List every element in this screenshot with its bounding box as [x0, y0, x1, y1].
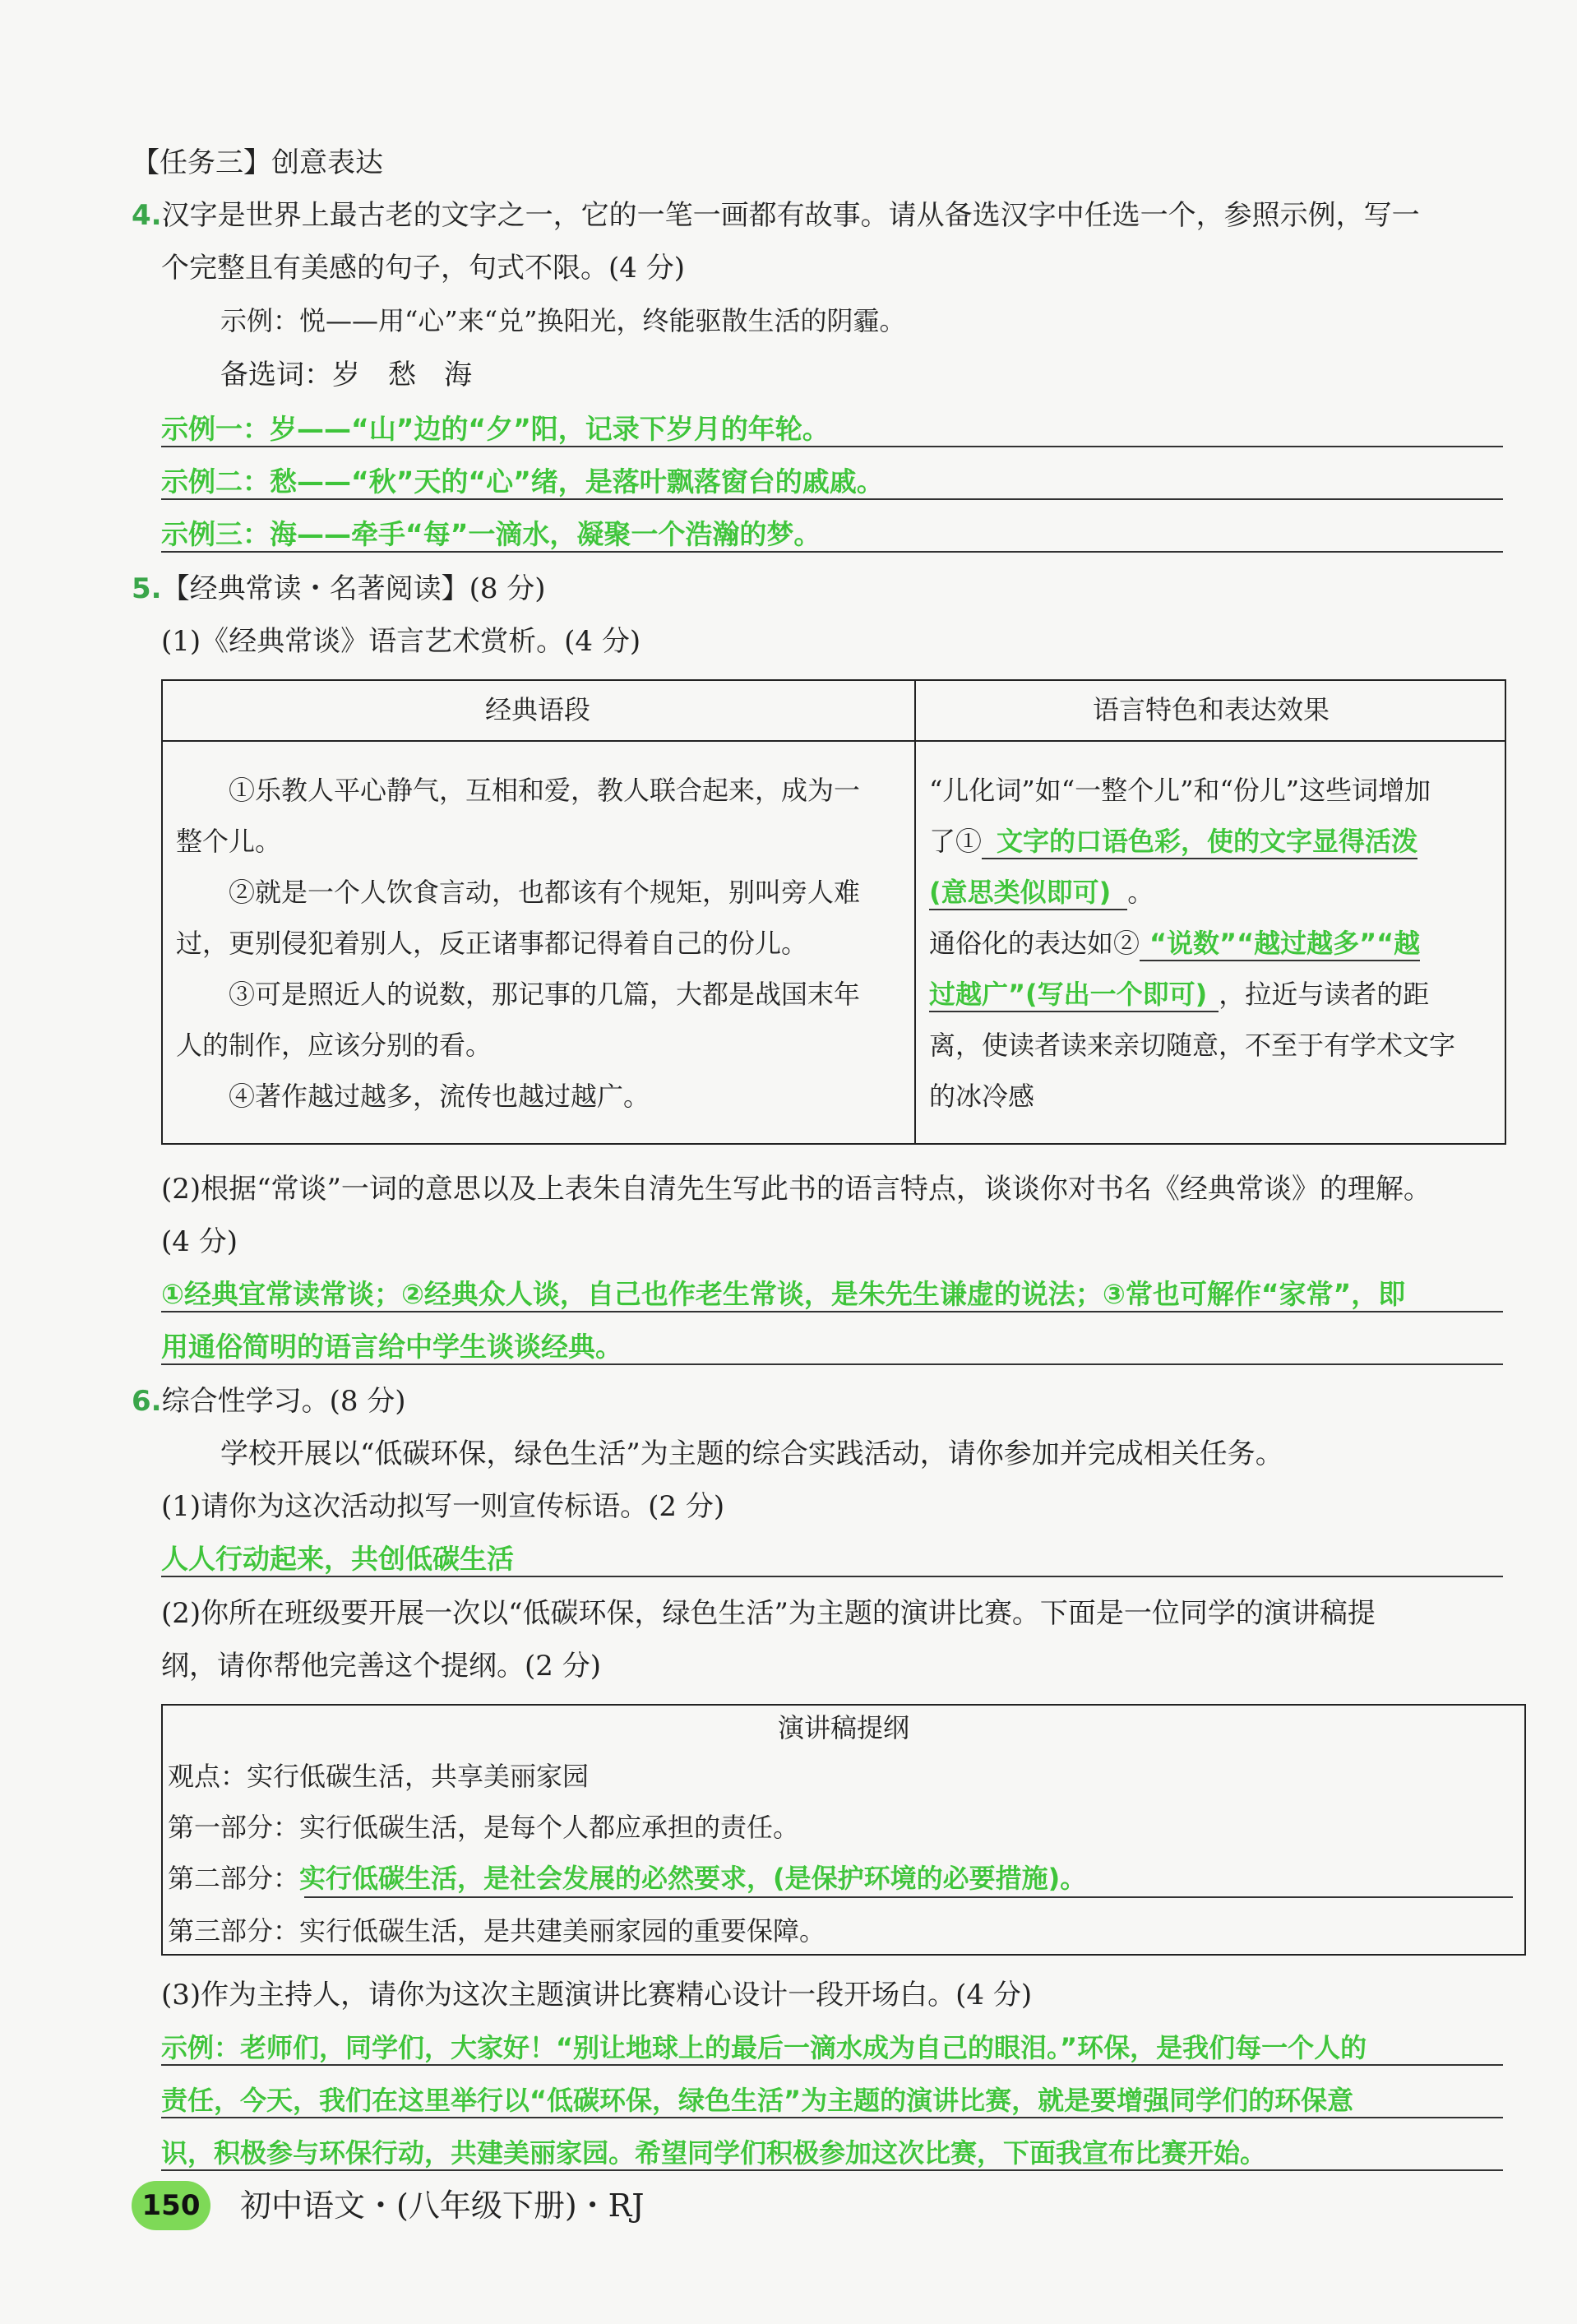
q6-sub1-answer: 人人行动起来，共创低碳生活: [161, 1543, 514, 1575]
q4-answer-3: 示例三：海——牵手“每”一滴水，凝聚一个浩瀚的梦。: [161, 518, 821, 550]
q6-sub1: (1)请你为这次活动拟写一则宣传标语。(2 分): [161, 1490, 725, 1523]
book-title: 初中语文・(八年级下册)・RJ: [240, 2187, 645, 2224]
blank-1-answer-cont: (意思类似即可): [929, 876, 1127, 910]
q6-title: 6.综合性学习。(8 分): [132, 1385, 406, 1418]
table-header-left: 经典语段: [484, 694, 590, 725]
q6-sub3-answer-2: 责任，今天，我们在这里举行以“低碳环保，绿色生活”为主题的演讲比赛，就是要增强同学们的环保意: [161, 2085, 1354, 2116]
q5-number: 5.: [132, 572, 162, 605]
q5-sub1: (1)《经典常谈》语言艺术赏析。(4 分): [161, 625, 641, 658]
q6-number: 6.: [132, 1385, 162, 1418]
q5-sub2-answer-1: ①经典宜常读常谈；②经典众人谈，自己也作老生常谈，是朱先生谦虚的说法；③常也可解作“家常”，即: [161, 1278, 1406, 1310]
effect-line: (意思类似即可) 。: [929, 867, 1154, 918]
q5-sub2-line1: (2)根据“常谈”一词的意思以及上表朱自清先生写此书的语言特点，谈谈你对书名《经典常谈》的理解。: [161, 1173, 1431, 1206]
passage-line: 整个儿。: [176, 826, 282, 857]
outline-viewpoint: 观点：实行低碳生活，共享美丽家园: [168, 1761, 590, 1792]
outline-title: 演讲稿提纲: [777, 1712, 909, 1743]
q4-answer-1: 示例一：岁——“山”边的“夕”阳，记录下岁月的年轮。: [161, 413, 830, 445]
passage-line: 过，更别侵犯着别人，反正诸事都记得着自己的份儿。: [176, 928, 808, 959]
answer-underline: [161, 2169, 1503, 2171]
outline-part1: 第一部分：实行低碳生活，是每个人都应承担的责任。: [168, 1812, 800, 1843]
blank-1-answer: 文字的口语色彩，使的文字显得活泼: [982, 825, 1417, 859]
blank-2-answer-cont: 过越广”(写出一个即可): [929, 978, 1219, 1012]
page-number-badge: 150: [132, 2181, 210, 2230]
effect-line: 通俗化的表达如② “说数”“越过越多”“越: [929, 918, 1420, 969]
passage-line: ④著作越过越多，流传也越过越广。: [176, 1081, 650, 1112]
outline-part3: 第三部分：实行低碳生活，是共建美丽家园的重要保障。: [168, 1915, 826, 1947]
table-column-divider: [914, 679, 916, 1145]
answer-underline: [161, 1576, 1503, 1577]
q4-line2: 个完整且有美感的句子，句式不限。(4 分): [161, 252, 685, 285]
q4-example: 示例：悦——用“心”来“兑”换阳光，终能驱散生活的阴霾。: [220, 305, 906, 336]
passage-line: ①乐教人平心静气，互相和爱，教人联合起来，成为一: [176, 775, 861, 806]
blank-2-answer: “说数”“越过越多”“越: [1140, 927, 1420, 961]
q6-sub3-answer-3: 识，积极参与环保行动，共建美丽家园。希望同学们积极参加这次比赛，下面我宣布比赛开始。: [161, 2137, 1267, 2169]
q5-sub2-line2: (4 分): [161, 1225, 238, 1258]
q5-sub2-answer-2: 用通俗简明的语言给中学生谈谈经典。: [161, 1331, 622, 1363]
q4-line1: 4.汉字是世界上最古老的文字之一，它的一笔一画都有故事。请从备选汉字中任选一个，参照示例，写一: [132, 199, 1420, 232]
effect-line: “儿化词”如“一整个儿”和“份儿”这些词增加: [929, 775, 1431, 806]
answer-underline: [304, 1896, 1513, 1898]
q4-number: 4.: [132, 199, 162, 232]
q6-sub3-answer-1: 示例：老师们，同学们，大家好！“别让地球上的最后一滴水成为自己的眼泪。”环保，是我们每一个人的: [161, 2032, 1367, 2063]
passage-line: 人的制作，应该分别的看。: [176, 1030, 493, 1061]
q6-sub3: (3)作为主持人，请你为这次主题演讲比赛精心设计一段开场白。(4 分): [161, 1979, 1033, 2012]
answer-underline: [161, 1363, 1503, 1365]
answer-underline: [161, 551, 1503, 553]
table-header-divider: [161, 740, 1506, 742]
effect-line: 了① 文字的口语色彩，使的文字显得活泼: [929, 816, 1417, 867]
table-header-right: 语言特色和表达效果: [1092, 694, 1330, 725]
answer-underline: [161, 446, 1503, 447]
q6-intro: 学校开展以“低碳环保，绿色生活”为主题的综合实践活动，请你参加并完成相关任务。: [220, 1437, 1283, 1470]
passage-line: ③可是照近人的说数，那记事的几篇，大都是战国末年: [176, 979, 861, 1010]
effect-line: 的冰冷感: [929, 1081, 1035, 1112]
q6-sub2-line1: (2)你所在班级要开展一次以“低碳环保，绿色生活”为主题的演讲比赛。下面是一位同学的演讲稿提: [161, 1597, 1376, 1630]
outline-part2-answer: 实行低碳生活，是社会发展的必然要求，(是保护环境的必要措施)。: [299, 1863, 1087, 1894]
effect-line: 离，使读者读来亲切随意，不至于有学术文字: [929, 1030, 1456, 1061]
q6-sub2-line2: 纲，请你帮他完善这个提纲。(2 分): [161, 1650, 601, 1683]
q4-choices: 备选词：岁 愁 海: [220, 359, 472, 391]
task-heading: 【任务三】创意表达: [132, 146, 383, 179]
q5-title: 5.【经典常读・名著阅读】(8 分): [132, 572, 546, 605]
answer-underline: [161, 2064, 1503, 2066]
effect-line: 过越广”(写出一个即可) ，拉近与读者的距: [929, 969, 1429, 1020]
outline-part2: 第二部分：实行低碳生活，是社会发展的必然要求，(是保护环境的必要措施)。: [168, 1863, 1087, 1894]
passage-line: ②就是一个人饮食言动，也都该有个规矩，别叫旁人难: [176, 877, 861, 908]
answer-underline: [161, 2117, 1503, 2118]
answer-underline: [161, 1311, 1503, 1312]
answer-underline: [161, 498, 1503, 500]
q4-answer-2: 示例二：愁——“秋”天的“心”绪，是落叶飘落窗台的戚戚。: [161, 465, 884, 498]
